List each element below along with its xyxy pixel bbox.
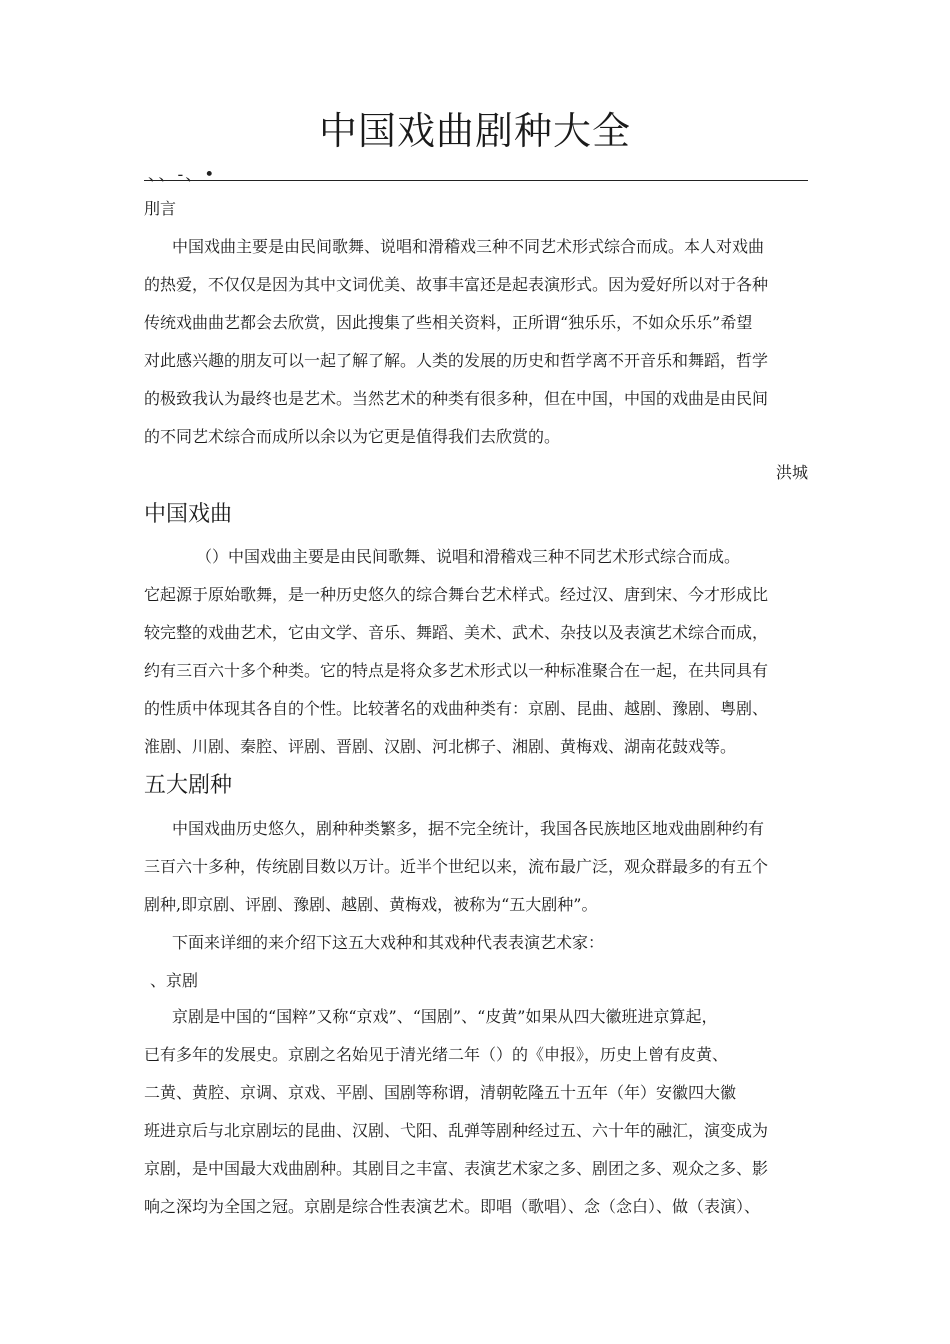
section-xiqu-line: 淮剧、川剧、秦腔、评剧、晋剧、汉剧、河北梆子、湘剧、黄梅戏、湖南花鼓戏等。 [144, 737, 737, 756]
section-xiqu-line: 较完整的戏曲艺术，它由文学、音乐、舞蹈、美术、武术、杂技以及表演艺术综合而成， [144, 623, 769, 642]
section-five-line: 剧种,即京剧、评剧、豫剧、越剧、黄梅戏，被称为“五大剧种”。 [144, 895, 598, 914]
preface-line: 中国戏曲主要是由民间歌舞、说唱和滑稽戏三种不同艺术形式综合而成。本人对戏曲 [172, 237, 765, 256]
section-xiqu-line: 约有三百六十多个种类。它的特点是将众多艺术形式以一种标准聚合在一起，在共同具有 [144, 661, 769, 680]
preface-line: 的极致我认为最终也是艺术。当然艺术的种类有很多种，但在中国，中国的戏曲是由民间 [144, 389, 769, 408]
section-five-line: 下面来详细的来介绍下这五大戏种和其戏种代表表演艺术家： [172, 933, 605, 952]
preface-paragraph [144, 228, 816, 456]
jingju-line: 二黄、黄腔、京调、京戏、平剧、国剧等称谓，清朝乾隆五十五年（年）安徽四大徽 [144, 1083, 737, 1102]
section-xiqu-paragraph [144, 538, 816, 766]
document-title: 中国戏曲剧种大全 [318, 109, 631, 153]
section-xiqu-line: 它起源于原始歌舞，是一种历史悠久的综合舞台艺术样式。经过汉、唐到宋、今才形成比 [144, 585, 769, 604]
section-xiqu-line: （）中国戏曲主要是由民间歌舞、说唱和滑稽戏三种不同艺术形式综合而成。 [196, 547, 741, 566]
section-five-line: 三百六十多种，传统剧目数以万计。近半个世纪以来，流布最广泛，观众群最多的有五个 [144, 857, 769, 876]
jingju-line: 京剧，是中国最大戏曲剧种。其剧目之丰富、表演艺术家之多、剧团之多、观众之多、影 [144, 1159, 769, 1178]
section-heading-five: 五大剧种 [144, 773, 233, 798]
section-heading-xiqu: 中国戏曲 [144, 502, 233, 527]
jingju-line: 京剧是中国的“国粹”又称“京戏”、“国剧”、“皮黄”如果从四大徽班进京算起， [172, 1007, 718, 1026]
preface-label-block [144, 190, 816, 228]
section-five-paragraph [144, 810, 816, 962]
preface-line: 的不同艺术综合而成所以余以为它更是值得我们去欣赏的。 [144, 427, 561, 446]
section-five-line: 中国戏曲历史悠久，剧种种类繁多，据不完全统计，我国各民族地区地戏曲剧种约有 [172, 819, 765, 838]
jingju-paragraph [144, 998, 816, 1226]
jingju-line: 班进京后与北京剧坛的昆曲、汉剧、弋阳、乱弹等剧种经过五、六十年的融汇，演变成为 [144, 1121, 769, 1140]
preface-line: 的热爱，不仅仅是因为其中文词优美、故事丰富还是起表演形式。因为爱好所以对于各种 [144, 275, 769, 294]
section-xiqu-line: 的性质中体现其各自的个性。比较著名的戏曲种类有：京剧、昆曲、越剧、豫剧、粤剧、 [144, 699, 769, 718]
jingju-line: 已有多年的发展史。京剧之名始见于清光绪二年（）的《申报》，历史上曾有皮黄、 [144, 1045, 729, 1064]
header-rule [144, 180, 808, 181]
jingju-line: 响之深均为全国之冠。京剧是综合性表演艺术。即唱（歌唱）、念（念白）、做（表演）、 [144, 1197, 761, 1216]
preface-line: 对此感兴趣的朋友可以一起了解了解。人类的发展的历史和哲学离不开音乐和舞蹈，哲学 [144, 351, 769, 370]
preface-label: 刖言 [144, 199, 177, 218]
subitem-jingju: 、京剧 [150, 971, 199, 990]
header-marks: 、、-、• [148, 165, 217, 185]
preface-line: 传统戏曲曲艺都会去欣赏，因此搜集了些相关资料，正所谓“独乐乐，不如众乐乐”希望 [144, 313, 753, 332]
preface-signature: 洪城 [775, 463, 808, 482]
